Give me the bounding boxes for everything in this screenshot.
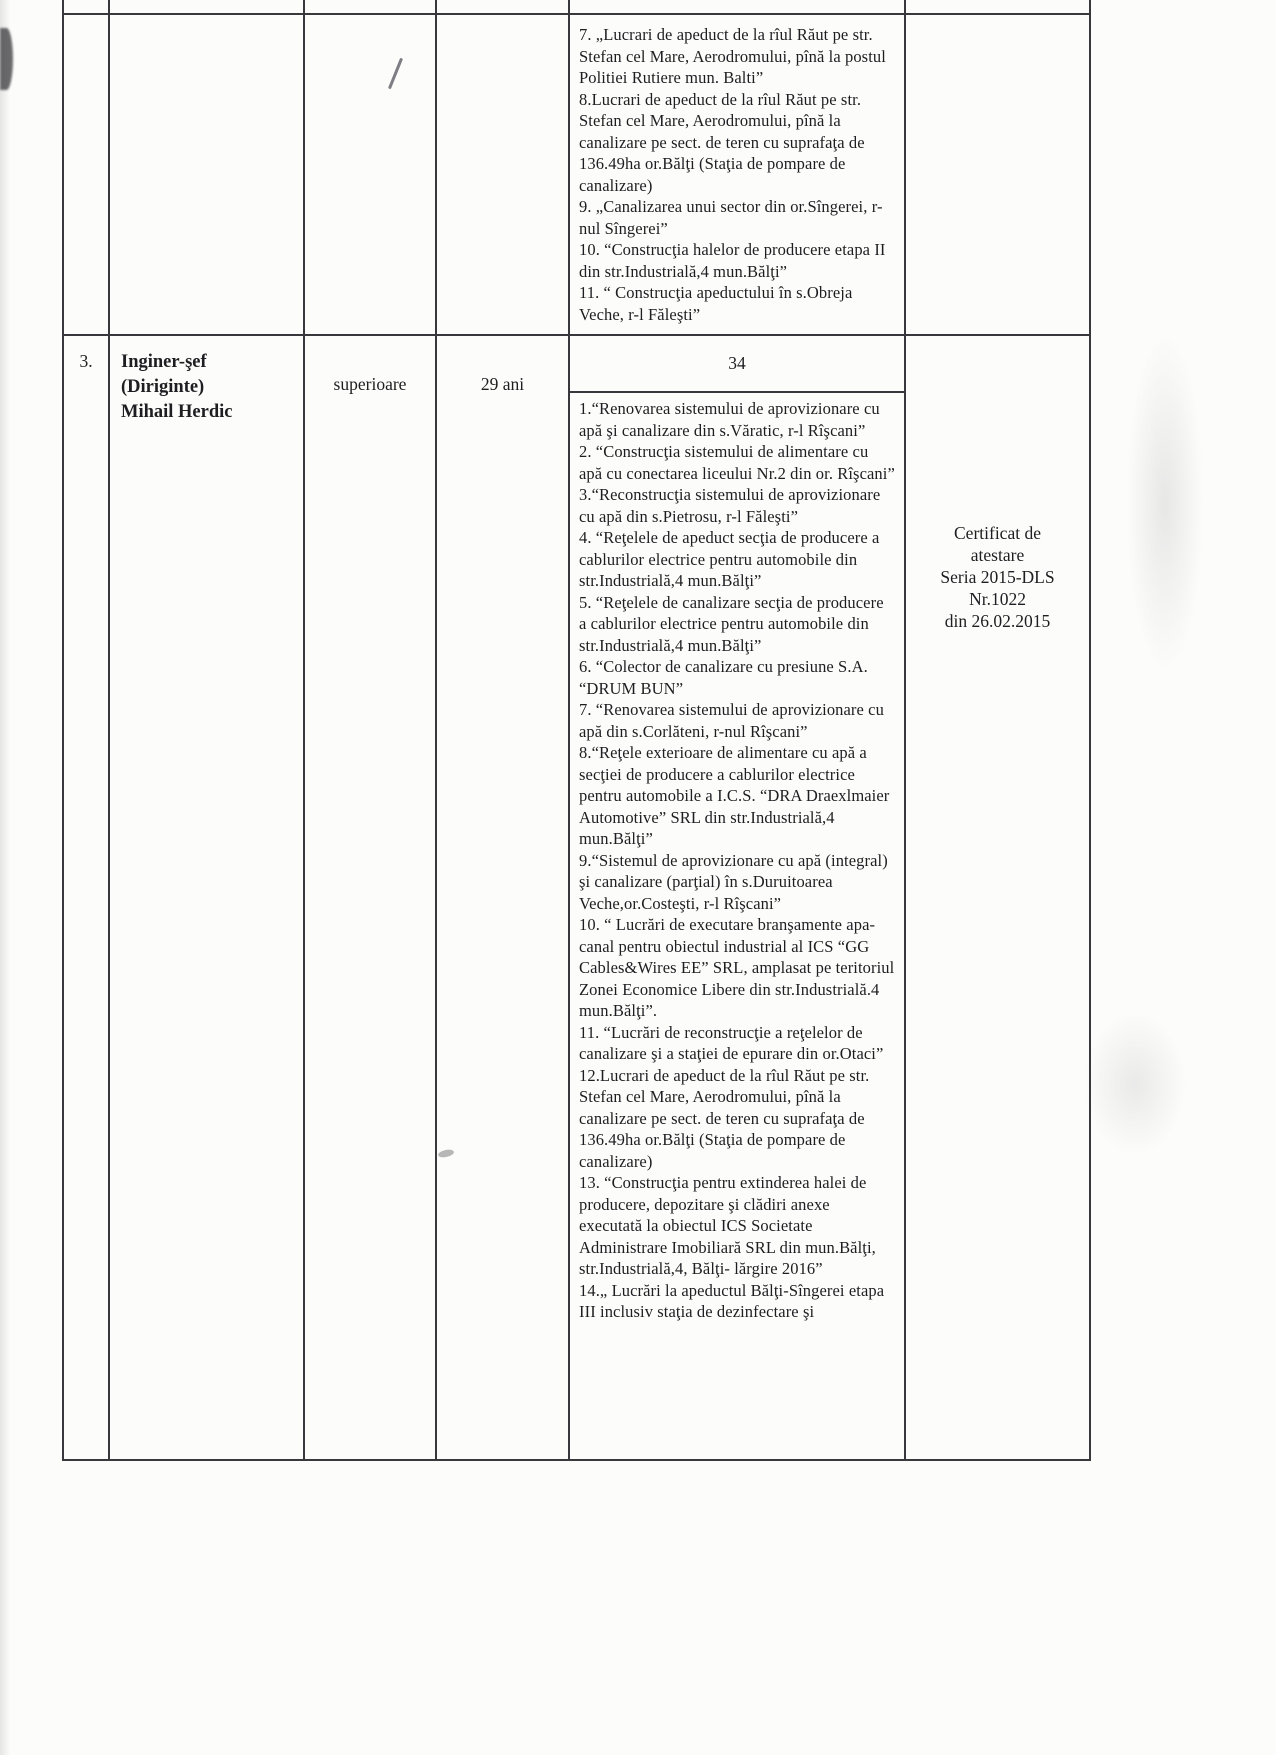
work-item: 10. “ Lucrări de executare branşamente apa-canal pentru obiectul industrial al ICS “GG Cables&Wires EE” SRL, amplasat pe teritoriul Zonei Economice Libere din str.Industrială.4 mun.Bălţi”.	[579, 915, 895, 1020]
certificate-line: Seria 2015-DLS	[940, 567, 1055, 587]
scan-artifact-corner-blob	[0, 28, 13, 90]
cont-cell-education	[305, 0, 437, 336]
works-count: 34	[570, 336, 904, 393]
work-item: 8.“Reţele exterioare de alimentare cu apă a secţiei de producere a cablurilor electrice pentru automobile a I.C.S. “DRA Draexlmaier Automotive” SRL din str.Industrială,4 mun.Bălţi”	[579, 743, 890, 848]
cont-cell-certificate	[906, 0, 1091, 336]
cell-certificate	[906, 336, 1091, 1461]
work-item: 9.“Sistemul de aprovizionare cu apă (integral) şi canalizare (parţial) în s.Duruitoarea Veche,or.Costeşti, r-l Rîşcani”	[579, 850, 888, 913]
cell-education	[305, 336, 437, 1461]
cell-name	[110, 336, 305, 1461]
certificate-line: din 26.02.2015	[944, 611, 1051, 631]
works-list-continuation	[570, 0, 904, 325]
work-item: 8.Lucrari de apeduct de la rîul Răut pe str. Stefan cel Mare, Aerodromului, pînă la canalizare pe sect. de teren cu suprafaţa de 136.49ha or.Bălţi (Staţia de pompare de canalizare)	[579, 89, 865, 195]
experience-value: 29 ani	[480, 374, 525, 394]
person-name-line: Inginer-şef	[121, 352, 207, 372]
personnel-table	[62, 0, 1091, 1461]
work-item: 10. “Construcţia halelor de producere etapa II din str.Industrială,4 mun.Bălţi”	[579, 240, 886, 281]
cell-works	[570, 336, 906, 1461]
work-item: 11. “ Construcţia apeductului în s.Obreja Veche, r-l Făleşti”	[579, 283, 853, 324]
work-item: 14.„ Lucrări la apeductul Bălţi-Sîngerei etapa III inclusiv staţia de dezinfectare şi	[579, 1280, 885, 1321]
certificate-line: atestare	[970, 545, 1025, 565]
certificate-line: Nr.1022	[969, 589, 1026, 609]
certificate-line: Certificat de	[954, 523, 1041, 543]
work-item: 2. “Construcţia sistemului de alimentare cu apă cu conectarea liceului Nr.2 din or. Rîşcani”	[579, 442, 895, 483]
cont-cell-experience	[437, 0, 570, 336]
work-item: 13. “Construcţia pentru extinderea halei de producere, depozitare şi clădiri anexe executată la obiectul ICS Societate Administrare Imobiliară SRL din mun.Bălţi, str.Industrială,4, Bălţi- lărgire 2016”	[579, 1173, 876, 1278]
cont-cell-works	[570, 0, 906, 336]
person-name	[121, 350, 295, 425]
work-item: 5. “Reţelele de canalizare secţia de producere a cablurilor electrice pentru automobile din str.Industrială,4 mun.Bălţi”	[579, 592, 884, 655]
person-name-line: Mihail Herdic	[121, 402, 233, 422]
work-item: 11. “Lucrări de reconstrucţie a reţelelor de canalizare şi a staţiei de epurare din or.Otaci”	[579, 1022, 884, 1063]
scan-artifact-left-edge	[0, 0, 10, 1755]
cell-experience	[437, 336, 570, 1461]
cell-number	[62, 336, 110, 1461]
work-item: 9. „Canalizarea unui sector din or.Sîngerei, r-nul Sîngerei”	[579, 197, 883, 238]
person-name-line: (Diriginte)	[121, 377, 205, 397]
work-item: 12.Lucrari de apeduct de la rîul Răut pe str. Stefan cel Mare, Aerodromului, pînă la canalizare pe sect. de teren cu suprafaţa de 136.49ha or.Bălţi (Staţia de pompare de canalizare)	[579, 1065, 870, 1171]
cont-cell-name	[110, 0, 305, 336]
cont-cell-number	[62, 0, 110, 336]
work-item: 4. “Reţelele de apeduct secţia de producere a cablurilor electrice pentru automobile din str.Industrială,4 mun.Bălţi”	[579, 528, 880, 590]
education-value: superioare	[333, 374, 407, 394]
work-item: 6. “Colector de canalizare cu presiune S.A. “DRUM BUN”	[579, 657, 868, 698]
scan-artifact-smudge-right-top	[1126, 332, 1204, 674]
certificate-text	[906, 522, 1089, 632]
work-item: 7. „Lucrari de apeduct de la rîul Răut pe str. Stefan cel Mare, Aerodromului, pînă la postul Politiei Rutiere mun. Balti”	[579, 25, 886, 87]
work-item: 3.“Reconstrucţia sistemului de aprovizionare cu apă din s.Pietrosu, r-l Făleşti”	[579, 485, 881, 526]
row-number: 3.	[79, 351, 93, 371]
scan-artifact-smudge-right-bottom	[1083, 1012, 1187, 1156]
works-list	[570, 393, 904, 1323]
work-item: 7. “Renovarea sistemului de aprovizionare cu apă din s.Corlăteni, r-nul Rîşcani”	[579, 700, 884, 741]
work-item: 1.“Renovarea sistemului de aprovizionare cu apă şi canalizare din s.Văratic, r-l Rîşcani”	[579, 399, 880, 440]
